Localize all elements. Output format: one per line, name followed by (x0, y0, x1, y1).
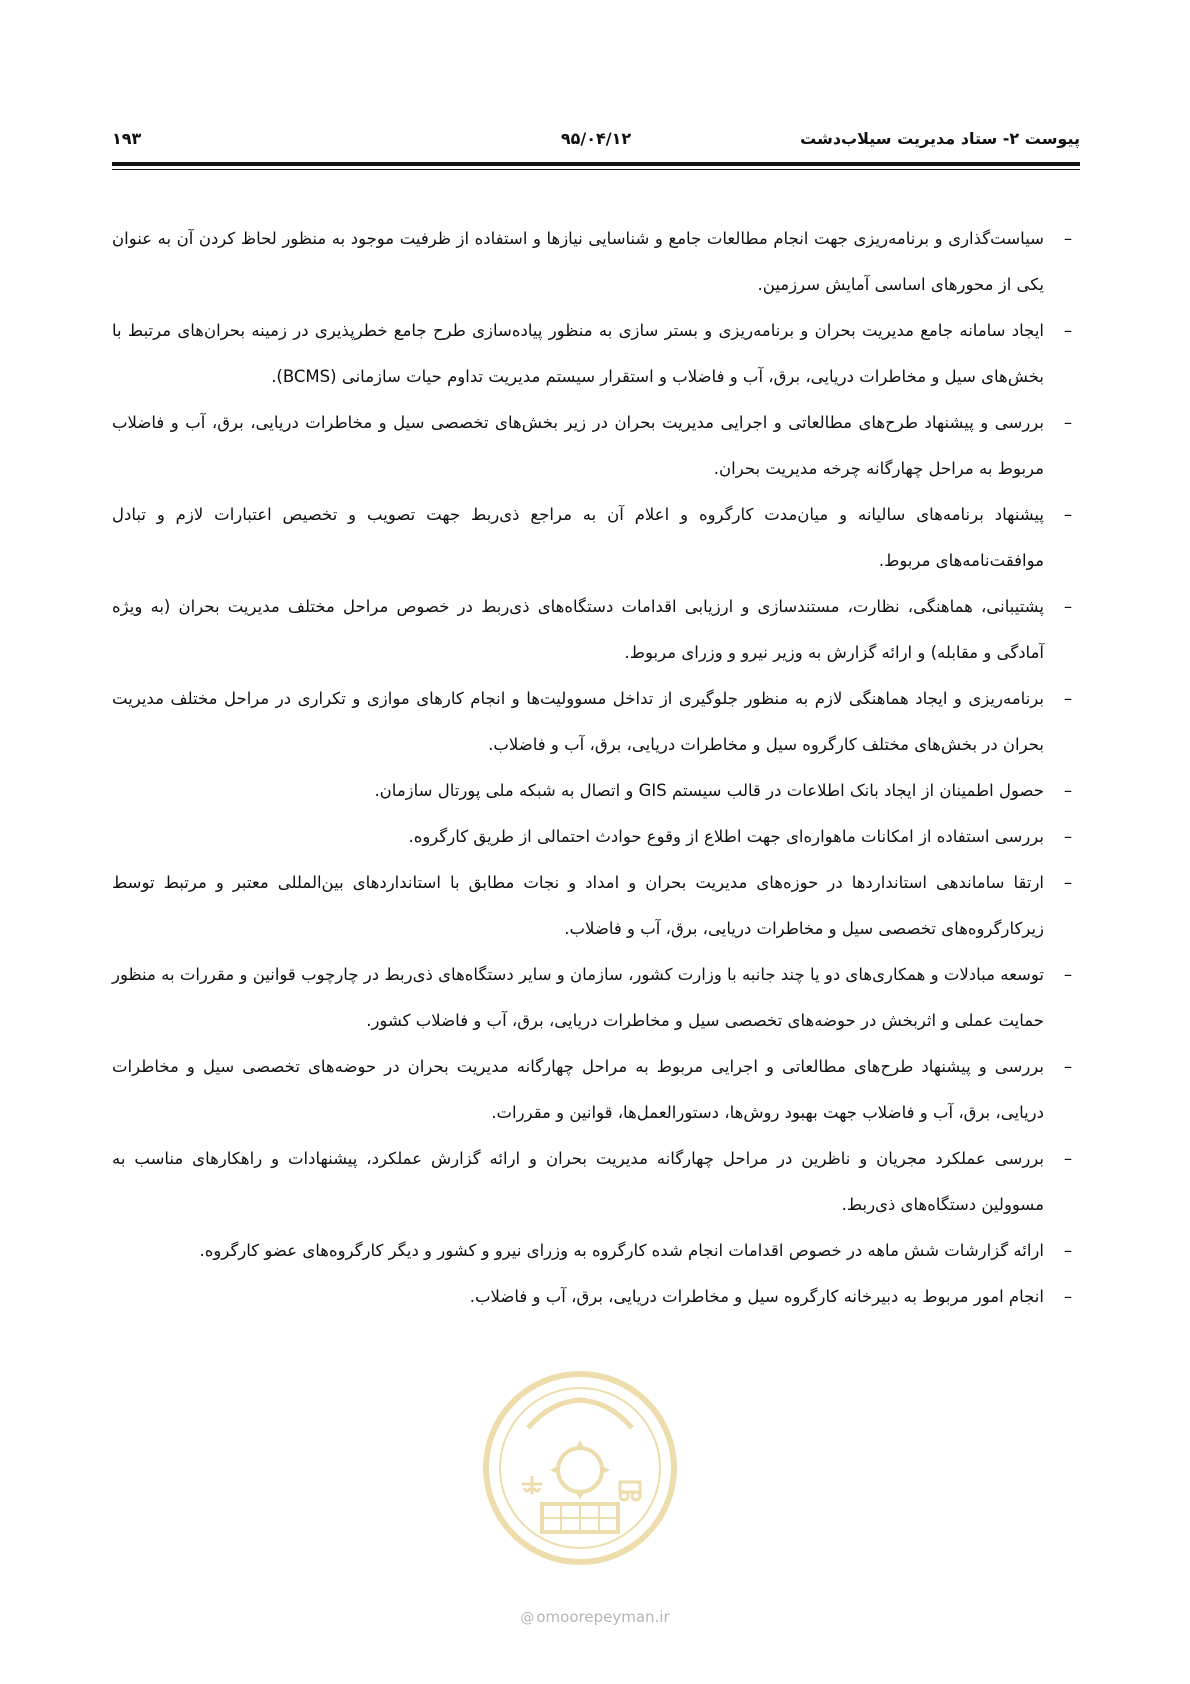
dash-bullet: – (1063, 1241, 1073, 1260)
dash-bullet: – (1063, 597, 1073, 616)
list-item (112, 952, 1080, 1044)
list-item (112, 860, 1080, 952)
list-item-text: توسعه مبادلات و همکاری‌های دو یا چند جانبه با وزارت کشور، سازمان و سایر دستگاه‌های ذی‌ربط در چارچوب قوانین و مقررات به منظور حمایت عملی و اثربخش در حوضه‌های تخصصی سیل و مخاطرات دریایی، برق، آب و فاضلاب کشور. (112, 965, 1044, 1030)
list-item-text: پیشنهاد برنامه‌های سالیانه و میان‌مدت کارگروه و اعلام آن به مراجع ذی‌ربط جهت تصویب و تخصیص اعتبارات لازم و تبادل موافقت‌نامه‌های مربوط. (112, 505, 1044, 570)
list-item-text: بررسی و پیشنهاد طرح‌های مطالعاتی و اجرایی مدیریت بحران در زیر بخش‌های تخصصی سیل و مخاطرات دریایی، برق، آب و فاضلاب مربوط به مراحل چهارگانه چرخه مدیریت بحران. (112, 413, 1044, 478)
stamp-scales (522, 1476, 542, 1494)
list-item (112, 1228, 1080, 1274)
dash-bullet: – (1063, 413, 1073, 432)
dash-bullet: – (1063, 505, 1073, 524)
list-item-text: بررسی استفاده از امکانات ماهواره‌ای جهت اطلاع از وقوع حوادث احتمالی از طریق کارگروه. (408, 827, 1044, 846)
header-date: ۹۵/۰۴/۱۲ (560, 129, 632, 148)
dash-bullet: – (1063, 965, 1073, 984)
dash-bullet: – (1063, 1149, 1073, 1168)
list-item-text: پشتیبانی، هماهنگی، نظارت، مستندسازی و ارزیابی اقدامات دستگاه‌های ذی‌ربط در خصوص مراحل مختلف مدیریت بحران (به ویژه آمادگی و مقابله) و ارائه گزارش به وزیر نیرو و وزرای مربوط. (112, 597, 1044, 662)
list-item (112, 216, 1080, 308)
list-item (112, 400, 1080, 492)
watermark-stamp-icon (480, 1368, 680, 1568)
list-item (112, 492, 1080, 584)
dash-bullet: – (1063, 1057, 1073, 1076)
at-sign-icon: @ (520, 1610, 535, 1626)
list-item-text: ایجاد سامانه جامع مدیریت بحران و برنامه‌ریزی و بستر سازی به منظور پیاده‌سازی طرح جامع خطرپذیری در زمینه بحران‌های مرتبط با بخش‌های سیل و مخاطرات دریایی، برق، آب و فاضلاب و استقرار سیستم مدیریت تداوم حیات سازمانی (BCMS). (112, 321, 1044, 386)
list-item (112, 1044, 1080, 1136)
list-item-text: بررسی عملکرد مجریان و ناظرین در مراحل چهارگانه مدیریت بحران و ارائه گزارش عملکرد، پیشنهادات و راهکارهای مناسب به مسوولین دستگاه‌های ذی‌ربط. (112, 1149, 1044, 1214)
list-item (112, 308, 1080, 400)
list-item (112, 1274, 1080, 1320)
page-header (112, 128, 1080, 158)
bullet-list (112, 216, 1080, 1320)
list-item (112, 768, 1080, 814)
header-title: پیوست ۲- ستاد مدیریت سیلاب‌دشت (800, 129, 1080, 148)
header-divider-thick (112, 162, 1080, 166)
list-item-text: بررسی و پیشنهاد طرح‌های مطالعاتی و اجرایی مربوط به مراحل چهارگانه مدیریت بحران در حوضه‌های تخصصی سیل و مخاطرات دریایی، برق، آب و فاضلاب جهت بهبود روش‌ها، دستورالعمل‌ها، قوانین و مقررات. (112, 1057, 1044, 1122)
dash-bullet: – (1063, 321, 1073, 340)
stamp-bulldozer (620, 1482, 640, 1500)
stamp-grid-lines (542, 1504, 618, 1532)
stamp-top-lettering (528, 1400, 632, 1428)
header-divider-thin (112, 169, 1080, 170)
list-item-text: حصول اطمینان از ایجاد بانک اطلاعات در قالب سیستم GIS و اتصال به شبکه ملی پورتال سازمان. (374, 781, 1044, 800)
list-item (112, 676, 1080, 768)
dash-bullet: – (1063, 827, 1073, 846)
list-item (112, 1136, 1080, 1228)
list-item-text: انجام امور مربوط به دبیرخانه کارگروه سیل و مخاطرات دریایی، برق، آب و فاضلاب. (469, 1287, 1044, 1306)
list-item (112, 584, 1080, 676)
dash-bullet: – (1063, 689, 1073, 708)
dash-bullet: – (1063, 873, 1073, 892)
page-number: ۱۹۳ (112, 129, 142, 148)
dash-bullet: – (1063, 781, 1073, 800)
list-item-text: برنامه‌ریزی و ایجاد هماهنگی لازم به منظور جلوگیری از تداخل مسوولیت‌ها و انجام کارهای موازی و تکراری در مراحل مختلف مدیریت بحران در بخش‌های مختلف کارگروه سیل و مخاطرات دریایی، برق، آب و فاضلاب. (112, 689, 1044, 754)
stamp-center-emblem (558, 1448, 602, 1492)
list-item (112, 814, 1080, 860)
list-item-text: سیاست‌گذاری و برنامه‌ریزی جهت انجام مطالعات جامع و شناسایی نیازها و استفاده از ظرفیت موجود به منظور لحاظ کردن آن به عنوان یکی از محورهای اساسی آمایش سرزمین. (112, 229, 1044, 294)
list-item-text: ارائه گزارشات شش ماهه در خصوص اقدامات انجام شده کارگروه به وزرای نیرو و کشور و دیگر کارگروه‌های عضو کارگروه. (199, 1241, 1044, 1260)
watermark-url-text: omoorepeyman.ir (536, 1608, 670, 1626)
dash-bullet: – (1063, 1287, 1073, 1306)
list-item-text: ارتقا ساماندهی استانداردها در حوزه‌های مدیریت بحران و امداد و نجات مطابق با استانداردهای بین‌المللی معتبر و مرتبط توسط زیرکارگروه‌های تخصصی سیل و مخاطرات دریایی، برق، آب و فاضلاب. (112, 873, 1044, 938)
dash-bullet: – (1063, 229, 1073, 248)
watermark-url (0, 1608, 1190, 1626)
